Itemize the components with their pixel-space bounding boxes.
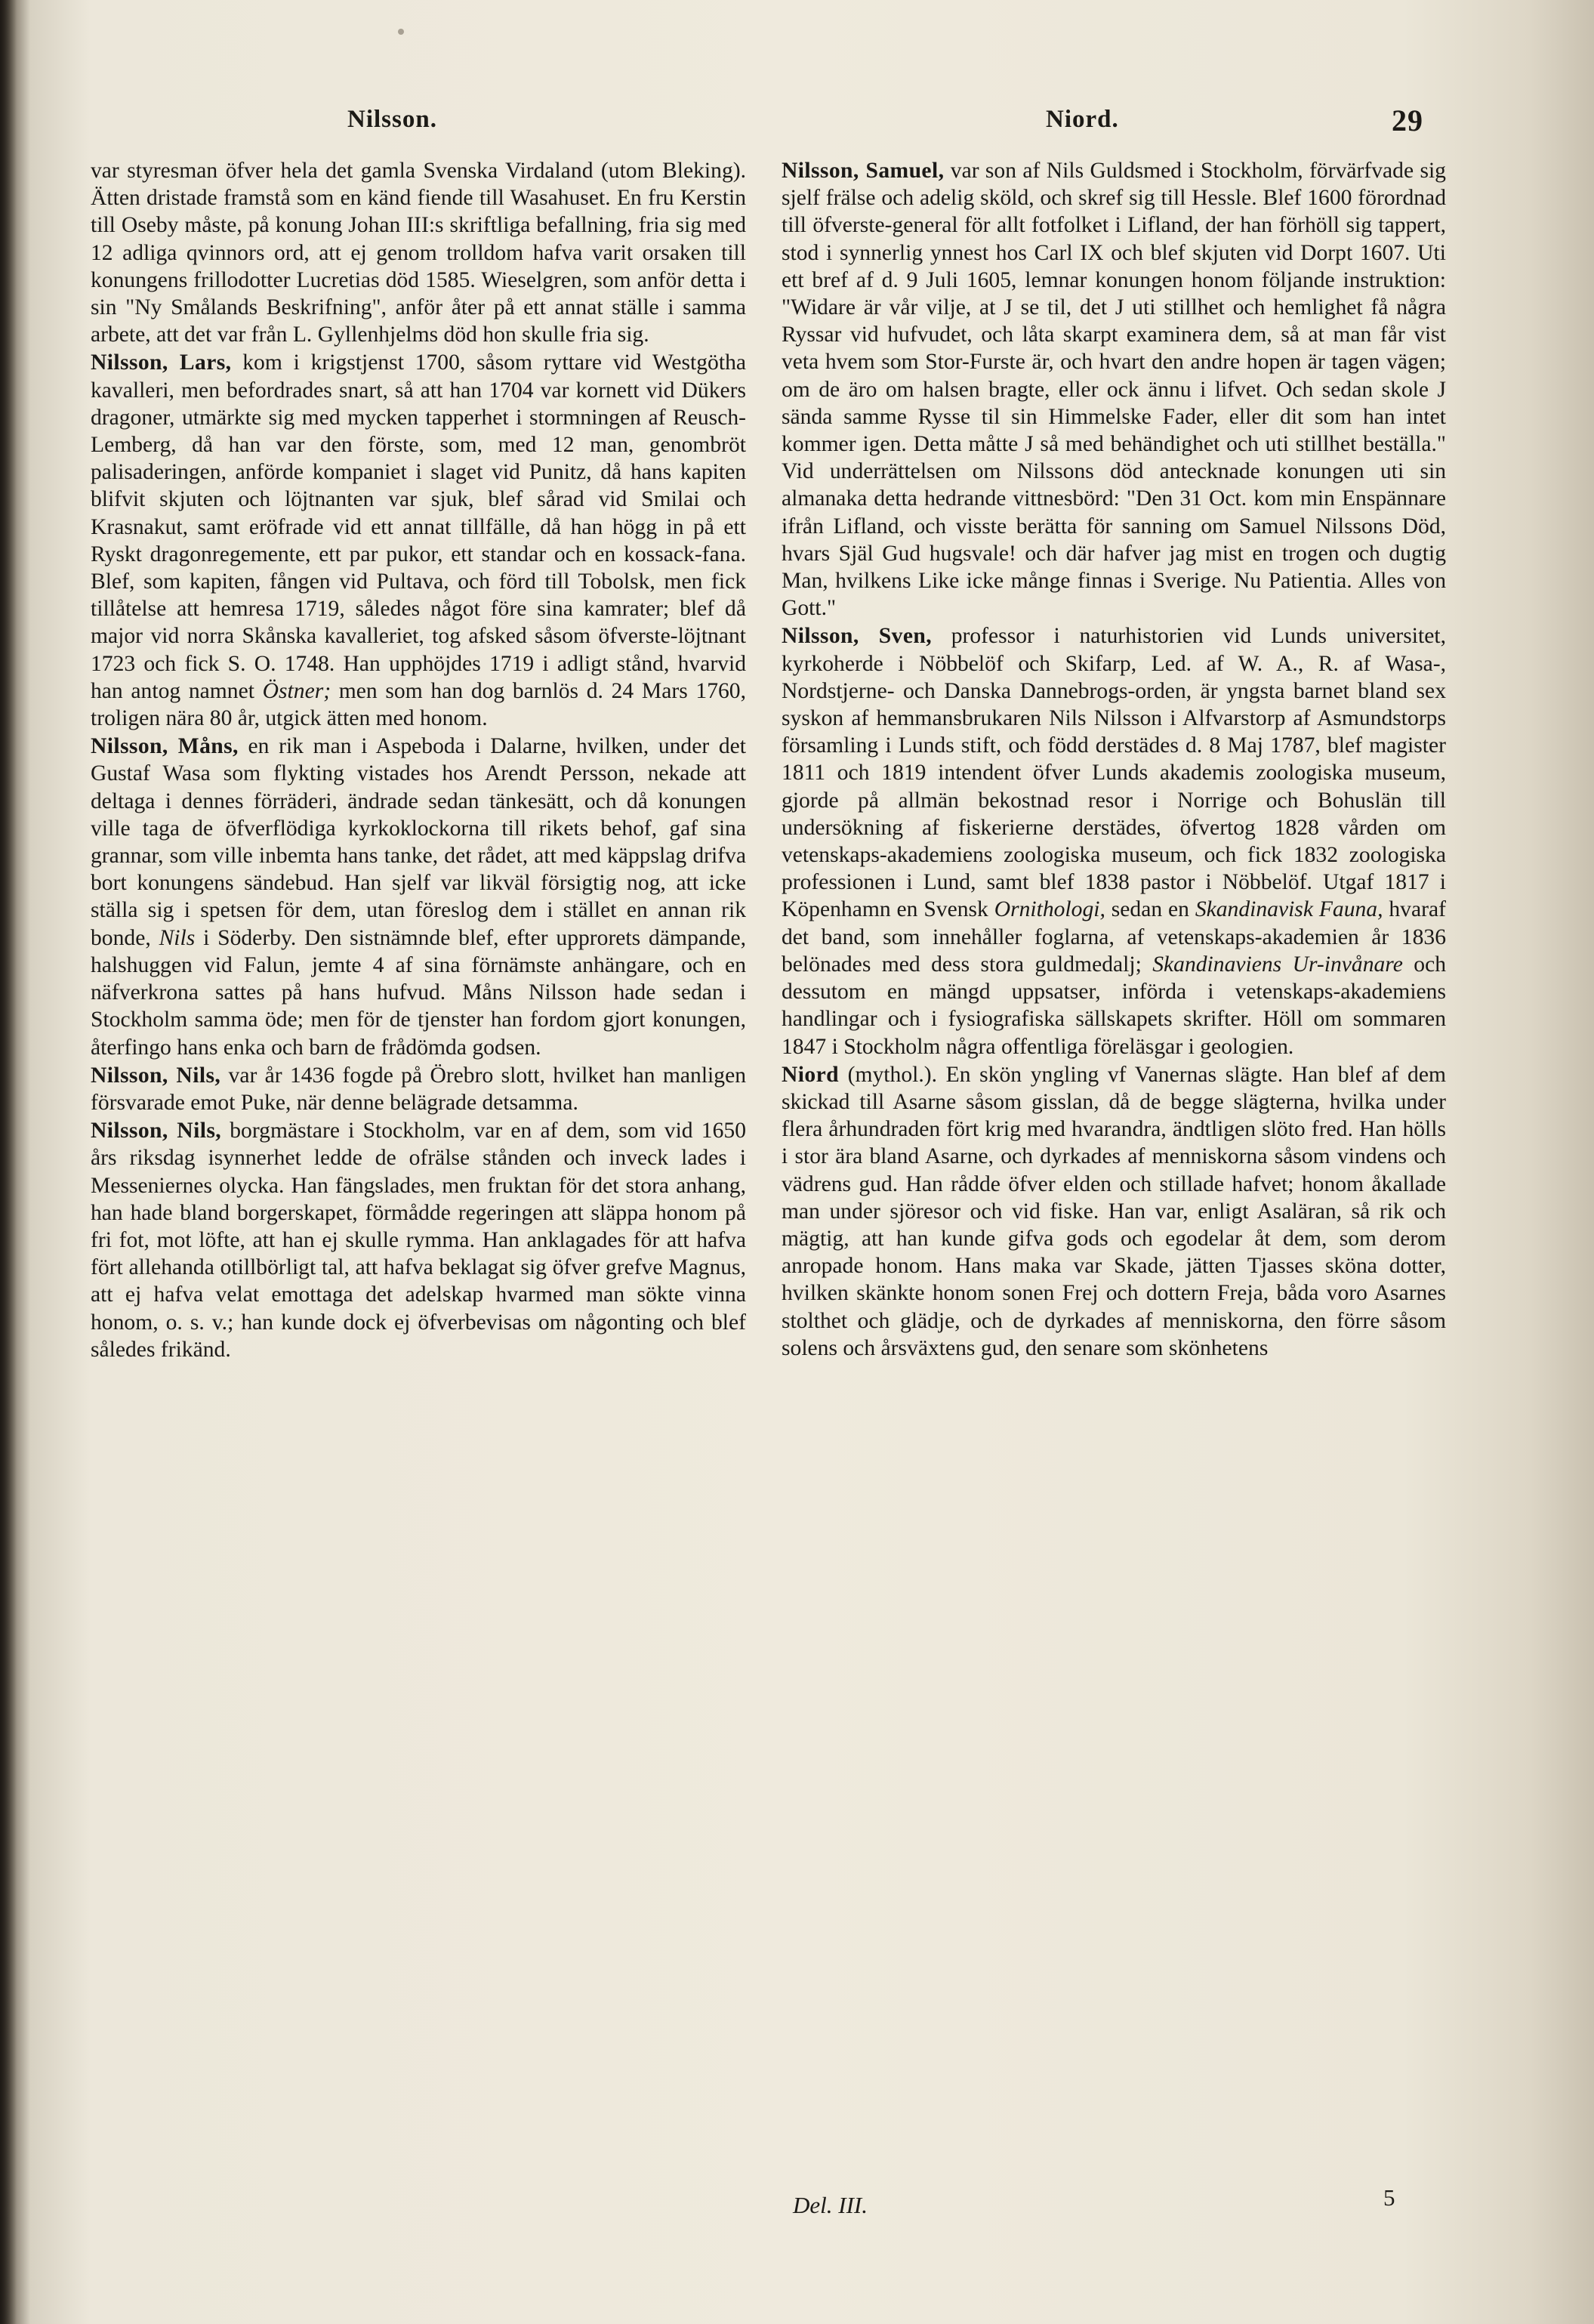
volume-signature: Del. III. [793, 2192, 868, 2218]
entry-italic-text: Östner; [262, 678, 331, 703]
sheet-number: 5 [1383, 2184, 1395, 2211]
entry-italic-text: Skandinavisk Fauna, [1195, 897, 1383, 922]
entry-text: sedan en [1111, 897, 1189, 922]
entry-italic-text: Skandinaviens Ur-invånare [1152, 952, 1403, 977]
left-column [91, 157, 746, 1364]
right-column [782, 157, 1446, 1363]
entry-text: i Söderby. Den sistnämnde blef, efter upprorets dämpande, halshuggen vid Falun, jemte 4 af sina förnämste anhängare, och en näfverkrona sattes på hans hufvud. Måns Nilsson hade sedan i Stockholm samma öde; men för de tjenster han fordom gjort konungen, återfingo hans enka och barn de frådömda godsen. [91, 925, 746, 1060]
entry-continuation [91, 157, 746, 348]
entry-headword: Nilsson, Sven, [782, 624, 933, 649]
entry-nilsson-mans [91, 733, 746, 1060]
entry-text: och dessutom en mängd uppsatser, införda i vetenskaps-akademiens handlingar och i fysiografiska sällskapets skrifter. Höll om sommaren 1847 i Stockholm några offentliga föreläsgar i geologien. [782, 952, 1447, 1059]
entry-nilsson-lars [91, 349, 746, 732]
page-number: 29 [1392, 103, 1423, 137]
entry-nilsson-samuel [782, 157, 1446, 622]
entry-text: var son af Nils Guldsmed i Stockholm, förvärfvade sig sjelf frälse och adelig sköld, och skref sig till Hessle. Blef 1600 förordnad till öfverste-general för allt fotfolket i Lifland, der han förhöll sig tappert, stod i synnerlig ynnest hos Carl IX och blef skjuten vid Dorpt 1607. Uti ett bref af d. 9 Juli 1605, lemnar konungen honom följande instruktion: "Widare är vår vilje, at J se til, det J uti stillhet och hemlighet få några Ryssar vid hufvudet, och låta skarpt examinera dem, så at man får vist veta hvem som Stor-Furste är, och hvart den andre hopen är tagen vägen; om de äro om halsen bragte, eller ock ännu i lifvet. Och sedan skole J sända samme Rysse til sin Himmelske Fader, eller dit som han intet kommer igen. Detta måtte J så med behändighet och uti stillhet beställa." Vid underrättelsen om Nilssons död antecknade konungen uti sin almanaka detta hedrande vittnesbörd: "Den 31 Oct. kom min Enspännare ifrån Lifland, och visste berätta för sanning om Samuel Nilssons Död, hvars Själ Gud hugsvale! och där hafver jag mist en trogen och dugtig Man, hvilkens Like icke månge finnas i Sverige. Nu Patientia. Alles von Gott." [782, 159, 1446, 621]
entry-text: kom i krigstjenst 1700, såsom ryttare vid Westgötha kavalleri, men befordrades snart, så att han 1704 var kornett vid Dükers dragoner, utmärkte sig med mycken tapperhet i stormningen af Reusch-Lemberg, då han var den förste, som, med 12 man, genombröt palisaderingen, anförde kompaniet i slaget vid Punitz, då hans kapiten blifvit skjuten och löjtnanten var sjuk, blef sårad vid Smilai och Krasnakut, samt eröfrade vid ett annat tillfälle, då han högg in på ett Ryskt dragonregemente, ett par pukor, ett standar och en kossack-fana. Blef, som kapiten, fången vid Pultava, och förd till Tobolsk, men fick tillåtelse att hemresa 1719, således något före sina kamrater; blef då major vid norra Skånska kavalleriet, tog afsked såsom öfverste-löjtnant 1723 och fick S. O. 1748. Han upphöjdes 1719 i adligt stånd, hvarvid han antog namnet [91, 350, 747, 703]
entry-text: var styresman öfver hela det gamla Svenska Virdaland (utom Bleking). Ätten dristade framstå som en känd fiende till Wasahuset. En fru Kerstin till Oseby måste, på konung Johan III:s skriftliga befallning, fria sig med 12 adliga qvinnors ord, att ej genom trolldom hafva varit orsaken till konungens frillodotter Lucretias död 1585. Wieselgren, som anför detta i sin "Ny Smålands Beskrifning", anför åter på ett annat ställe i samma arbete, att det var från L. Gyllenhjelms död hon skulle fria sig. [91, 159, 746, 347]
entry-text: en rik man i Aspeboda i Dalarne, hvilken, under det Gustaf Wasa som flykting vistades hos Arendt Persson, nekade att deltaga i dennes förräderi, ändrade sedan tänkesätt, och då konungen ville taga de öfverflödiga kyrkoklockorna till rikets behof, gaf sina grannar, som ville inbemta hans tanke, det rådet, att med käppslag drifva bort konungens sändebud. Han sjelf var likväl försigtig nog, att icke ställa sig i spetsen för dem, utan föreslog dem i stället en annan rik bonde, [91, 734, 747, 950]
entry-nilsson-nils-borgmastare [91, 1117, 746, 1363]
entry-niord [782, 1061, 1446, 1362]
paper-speck [398, 29, 404, 35]
entry-text: (mythol.). En skön yngling vf Vanernas slägte. Han blef af dem skickad till Asarne såsom gisslan, då de begge slägterna, hvilka under flera århundraden fört krig med hvarandra, ändtligen slöto fred. Han hölls i stor ära bland Asarne, och dyrkades af menniskorna såsom vindens och vädrens gud. Han rådde öfver elden och stillade hafvet; honom åkallade man under sjöresor och vid fiske. Han var, enligt Asaläran, så rik och mägtig, att han kunde gifva gods och egodelar åt dem, som derom anropade honom. Hans maka var Skade, jätten Tjasses sköna dotter, hvilken skänkte honom sonen Frej och dottern Freja, båda voro Asarnes stolthet och glädje, och de dyrkades af menniskorna, den förre såsom solens och årsväxtens gud, den senare som skönhetens [782, 1062, 1446, 1360]
entry-italic-text: Ornithologi, [994, 897, 1105, 922]
entry-headword: Niord [782, 1062, 839, 1087]
entry-text: borgmästare i Stockholm, var en af dem, som vid 1650 års riksdag isynnerhet ledde de ofrälse stånden och inveck lades i Messeniernes olycka. Han fängslades, men fruktan för det stora anhang, han hade bland borgerskapet, förmådde regeringen att släppa honom på fri fot, mot löfte, att han ej skulle rymma. Han anklagades för att hafva fört allehanda otillbörligt tal, att hafva beklagat sig öfver grefve Magnus, att ej hafva velat emottaga det adelskap hvarmed man sökte vinna honom, o. s. v.; han kunde dock ej öfverbevisas om någonting och blef således frikänd. [91, 1119, 746, 1362]
running-head-left: Nilsson. [347, 106, 437, 133]
entry-text: var år 1436 fogde på Örebro slott, hvilket han manligen försvarade emot Puke, när denne belägrade detsamma. [91, 1063, 746, 1115]
entry-nilsson-sven [782, 622, 1446, 1060]
entry-headword: Nilsson, Lars, [91, 350, 232, 375]
entry-nilsson-nils-fogde [91, 1062, 746, 1116]
running-head-right: Niord. [1046, 106, 1119, 133]
entry-headword: Nilsson, Samuel, [782, 159, 945, 183]
entry-headword: Nilsson, Nils, [91, 1063, 221, 1088]
entry-headword: Nilsson, Måns, [91, 734, 239, 759]
entry-headword: Nilsson, Nils, [91, 1119, 222, 1143]
entry-italic-text: Nils [159, 925, 196, 950]
entry-text: professor i naturhistorien vid Lunds universitet, kyrkoherde i Nöbbelöf och Skifarp, Led. af W. A., R. af Wasa-, Nordstjerne- och Danska Dannebrogs-orden, är yngsta barnet bland sex syskon af hemmansbrukaren Nils Nilsson i Alfvarstorp af Asmundstorps församling i Lunds stift, och född derstädes d. 8 Maj 1787, blef magister 1811 och 1819 intendent öfver Lunds akademis zoologiska museum, gjorde på allmän bekostnad resor i Norrige och Bohuslän till undersökning af fiskerierne derstädes, öfvertog 1828 vården om vetenskaps-akademiens zoologiska museum, och fick 1832 zoologiska professionen i Lund, samt blef 1838 pastor i Nöbbelöf. Utgaf 1817 i Köpenhamn en Svensk [782, 624, 1447, 922]
entry-text: hvaraf det band, som innehåller foglarna, af vetenskaps-akademien år 1836 belönades med dess stora guldmedalj; [782, 897, 1446, 977]
entry-text: men som han dog barnlös d. 24 Mars 1760, troligen nära 80 år, utgick ätten med honom. [91, 678, 746, 731]
